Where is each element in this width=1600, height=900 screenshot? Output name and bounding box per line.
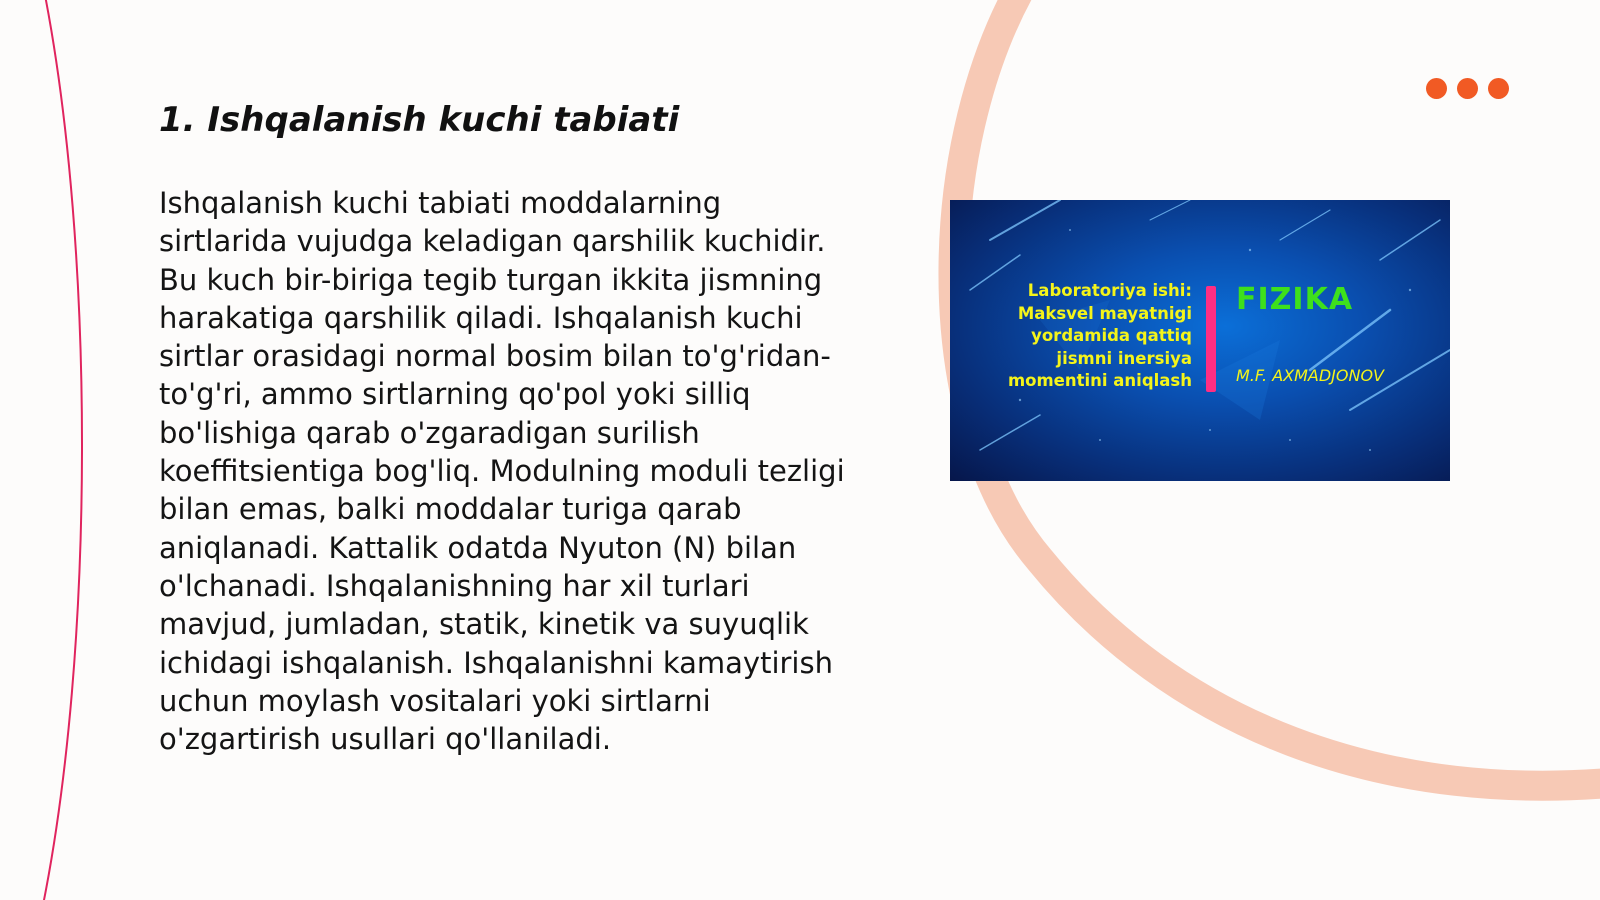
thumbnail-subject: FIZIKA xyxy=(1236,282,1354,317)
decorative-left-line xyxy=(42,0,82,900)
slide-body-text: Ishqalanish kuchi tabiati moddalarning sirtlarida vujudga keladigan qarshilik kuchidir. Bu kuch bir-biriga tegib turgan ikkita jismning harakatiga qarshilik qiladi. Ishqalanish kuchi sirtlar orasidagi normal bosim bilan to'g'ridan-to'g'ri, ammo sirtlarning qo'pol yoki silliq bo'lishiga qarab o'zgaradigan surilish koeffitsientiga bog'liq. Modulning moduli tezligi bilan emas, balki moddalar turiga qarab aniqlanadi. Kattalik odatda Nyuton (N) bilan o'lchanadi. Ishqalanishning har xil turlari mavjud, jumladan, statik, kinetik va suyuqlik ichidagi ishqalanish. Ishqalanishni kamaytirish uchun moylash vositalari yoki sirtlarni o'zgartirish usullari qo'llaniladi. xyxy=(159,186,845,757)
dot xyxy=(1457,78,1478,99)
slide-title: 1. Ishqalanish kuchi tabiati xyxy=(159,100,680,140)
thumbnail-divider xyxy=(1206,286,1216,392)
more-dots-icon xyxy=(1426,78,1510,100)
dot xyxy=(1488,78,1509,99)
thumbnail-lab-title: Laboratoriya ishi: Maksvel mayatnigi yordamida qattiq jismni inersiya momentini aniqlash xyxy=(1007,281,1192,390)
thumbnail-author: M.F. AXMADJONOV xyxy=(1236,366,1384,385)
dot xyxy=(1426,78,1447,99)
video-thumbnail xyxy=(950,200,1450,481)
